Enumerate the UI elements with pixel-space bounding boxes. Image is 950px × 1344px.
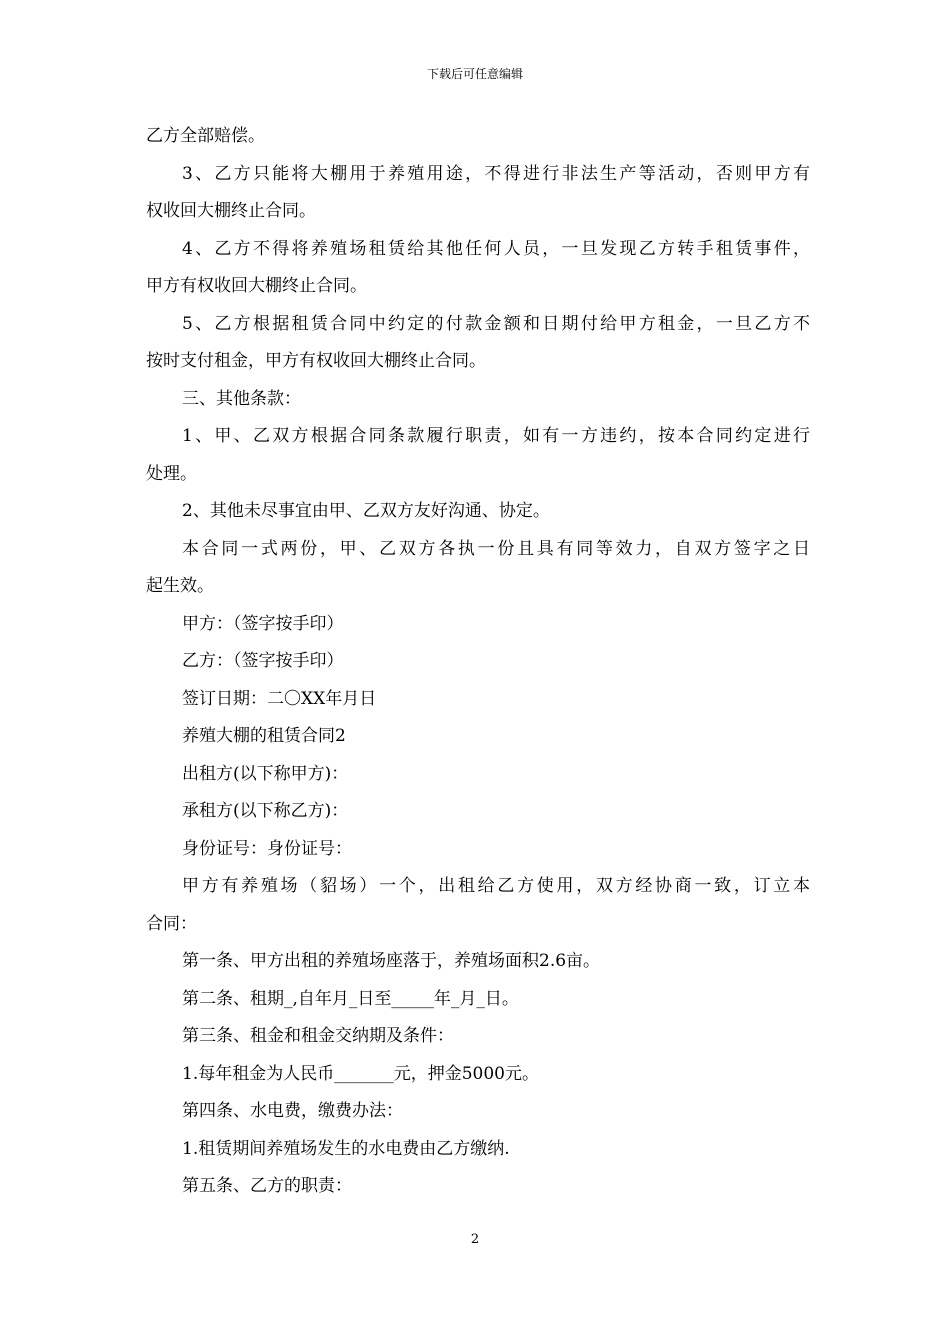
text-line: 养殖大棚的租赁合同2 bbox=[182, 726, 346, 746]
text-line: 甲方有养殖场（貂场）一个，出租给乙方使用，双方经协商一致，订立本 bbox=[182, 876, 810, 896]
text-line: 合同： bbox=[146, 913, 197, 934]
text-line: 按时支付租金，甲方有权收回大棚终止合同。 bbox=[146, 351, 486, 371]
text-line: 第一条、甲方出租的养殖场座落于，养殖场面积2.6亩。 bbox=[182, 951, 601, 971]
page-number: 2 bbox=[470, 1232, 480, 1247]
text-line: 三、其他条款： bbox=[182, 388, 301, 409]
text-line: 承租方(以下称乙方)： bbox=[182, 801, 349, 821]
text-line: 起生效。 bbox=[146, 576, 214, 596]
text-line: 乙方：（签字按手印） bbox=[182, 651, 344, 671]
text-line: 5、乙方根据租赁合同中约定的付款金额和日期付给甲方租金，一旦乙方不 bbox=[182, 313, 810, 334]
text-line: 1.每年租金为人民币_______元，押金5000元。 bbox=[182, 1063, 539, 1084]
text-line: 2、其他未尽事宜由甲、乙双方友好沟通、协定。 bbox=[182, 501, 550, 521]
page-header: 下载后可任意编辑 bbox=[426, 67, 523, 81]
text-line: 甲方有权收回大棚终止合同。 bbox=[146, 276, 367, 296]
text-line: 甲方：（签字按手印） bbox=[182, 613, 344, 634]
text-line: 处理。 bbox=[146, 463, 197, 484]
text-line: 第四条、水电费，缴费办法： bbox=[182, 1101, 403, 1121]
text-line: 身份证号：身份证号： bbox=[182, 838, 352, 859]
text-line: 乙方全部赔偿。 bbox=[146, 126, 265, 146]
text-line: 1.租赁期间养殖场发生的水电费由乙方缴纳. bbox=[182, 1138, 510, 1159]
document-body bbox=[146, 118, 810, 1206]
text-line: 权收回大棚终止合同。 bbox=[146, 201, 316, 221]
text-line: 3、乙方只能将大棚用于养殖用途，不得进行非法生产等活动，否则甲方有 bbox=[182, 163, 810, 184]
text-line: 第三条、租金和租金交纳期及条件： bbox=[182, 1026, 454, 1046]
text-line: 4、乙方不得将养殖场租赁给其他任何人员，一旦发现乙方转手租赁事件， bbox=[182, 238, 810, 259]
text-line: 出租方(以下称甲方)： bbox=[182, 763, 349, 784]
text-line: 1、甲、乙双方根据合同条款履行职责，如有一方违约，按本合同约定进行 bbox=[182, 426, 810, 446]
text-line: 签订日期：二〇XX年月日 bbox=[182, 688, 377, 709]
text-line: 本合同一式两份，甲、乙双方各执一份且具有同等效力，自双方签字之日 bbox=[182, 538, 810, 559]
text-line: 第二条、租期_,自年月_日至_____年_月_日。 bbox=[182, 988, 519, 1009]
text-line: 第五条、乙方的职责： bbox=[182, 1176, 352, 1196]
